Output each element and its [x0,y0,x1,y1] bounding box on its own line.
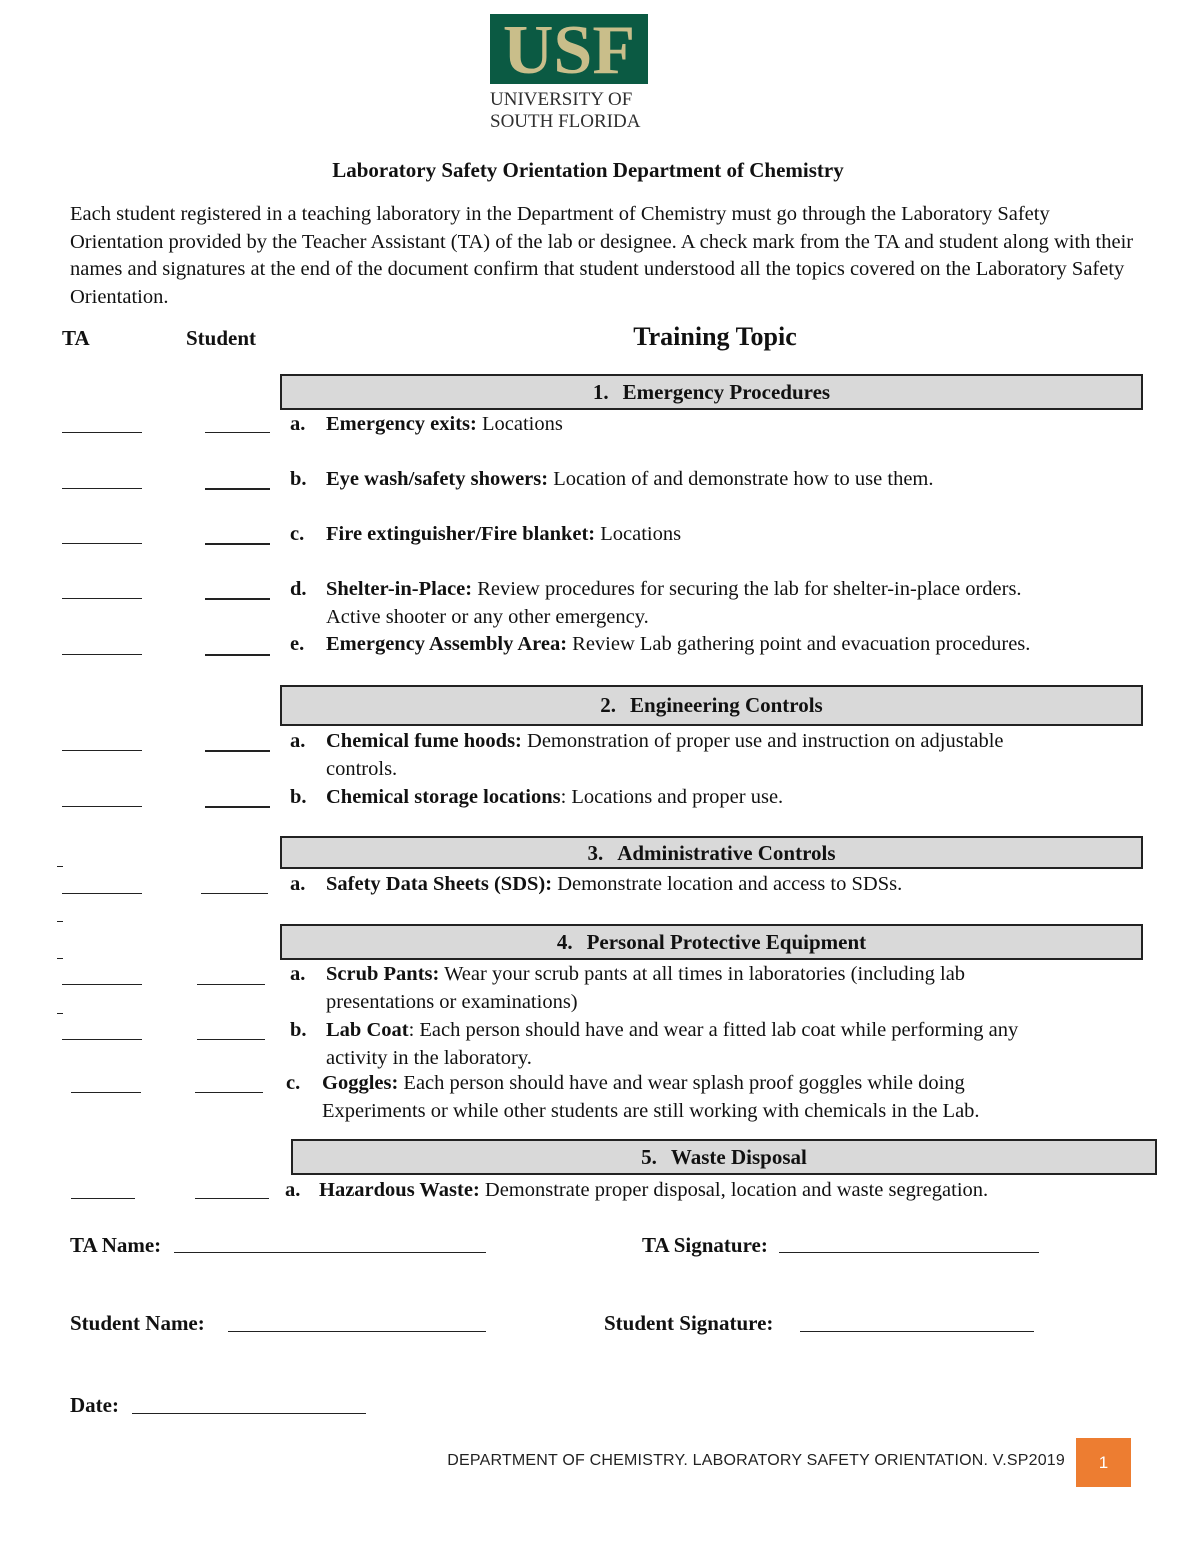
column-header-ta: TA [62,326,90,350]
item-label: Chemical storage locations [326,786,561,808]
item-text: Locations [595,523,682,545]
ta-checkbox-line[interactable] [62,654,142,655]
document-title: Laboratory Safety Orientation Department of Chemistry [332,158,844,182]
student-name-input-line[interactable] [228,1331,486,1332]
item-label: Chemical fume hoods: [326,730,522,752]
ta-name-input-line[interactable] [174,1252,486,1253]
section-title: Personal Protective Equipment [586,930,867,954]
item-text: : Locations and proper use. [560,786,784,808]
item-text: Location of and demonstrate how to use them. [548,468,934,490]
date-input-line[interactable] [132,1413,366,1414]
section-header-waste-disposal [291,1139,1157,1175]
intro-paragraph: Each student registered in a teaching laboratory in the Department of Chemistry must go through the Laboratory Safety Orientation provided by the Teacher Assistant (TA) of the lab or designee. A check mark from the TA and student along with their names and signatures at the end of the document confirm that student understood all the topics covered on the Laboratory Safety Orientation. [70,203,1134,308]
ta-checkbox-line[interactable] [62,543,142,544]
item-label: Fire extinguisher/Fire blanket: [326,523,596,545]
section-title: Emergency Procedures [622,380,831,404]
ta-signature-field [642,1233,768,1258]
stray-mark [57,958,63,959]
section-title: Engineering Controls [630,693,823,717]
item-letter: b. [290,786,307,808]
item-text-continued: activity in the laboratory. [326,1046,532,1069]
item-label: Emergency Assembly Area: [326,633,568,655]
usf-logo-mark: USF [502,12,636,89]
section-header-engineering-controls [280,685,1143,726]
usf-logo-line-1: UNIVERSITY OF [490,89,633,110]
section-number: 5. [641,1145,657,1169]
stray-mark [57,1013,63,1014]
item-text: Demonstrate proper disposal, location and waste segregation. [479,1179,989,1201]
student-checkbox-line[interactable] [201,893,268,894]
ta-checkbox-line[interactable] [62,984,142,985]
item-text: Locations [476,413,563,435]
student-checkbox-line[interactable] [205,654,270,656]
student-checkbox-line[interactable] [197,1039,265,1040]
student-checkbox-line[interactable] [197,984,265,985]
training-item [290,961,1150,1017]
column-header-training-topic: Training Topic [633,322,797,351]
section-header-personal-protective-equipment [280,924,1143,960]
item-letter: a. [290,413,306,435]
training-item [290,576,1160,632]
item-text-continued: presentations or examinations) [326,990,578,1013]
ta-checkbox-line[interactable] [62,893,142,894]
item-label: Hazardous Waste: [319,1179,480,1201]
student-checkbox-line[interactable] [205,806,270,808]
student-checkbox-line[interactable] [195,1092,263,1093]
item-label: Safety Data Sheets (SDS): [326,873,553,895]
item-letter: c. [290,523,305,545]
item-text-continued: controls. [326,757,398,780]
item-letter: a. [290,873,306,895]
student-signature-label: Student Signature: [604,1311,774,1335]
ta-name-label: TA Name: [70,1233,162,1257]
ta-checkbox-line[interactable] [62,750,142,751]
item-letter: b. [290,1019,307,1041]
item-label: Lab Coat [326,1019,409,1041]
student-name-field [70,1311,205,1336]
usf-logo-line-2: SOUTH FLORIDA [490,111,641,132]
date-label: Date: [70,1393,119,1417]
student-signature-field [604,1311,773,1336]
item-letter: a. [290,730,306,752]
item-text: Demonstrate location and access to SDSs. [552,873,903,895]
item-label: Eye wash/safety showers: [326,468,549,490]
student-checkbox-line[interactable] [205,543,270,545]
ta-signature-input-line[interactable] [779,1252,1039,1253]
item-text: Review procedures for securing the lab for shelter-in-place orders. [472,578,1022,600]
item-text-continued: Active shooter or any other emergency. [326,605,649,628]
section-header-emergency-procedures [280,374,1143,410]
section-number: 4. [556,930,573,954]
ta-checkbox-line[interactable] [62,1039,142,1040]
ta-checkbox-line[interactable] [62,488,142,489]
ta-checkbox-line[interactable] [62,806,142,807]
item-letter: a. [285,1179,301,1201]
training-item [286,1070,1146,1126]
item-letter: c. [286,1072,301,1094]
item-letter: d. [290,578,307,600]
item-text: Demonstration of proper use and instruction on adjustable [521,730,1004,752]
training-item [290,1017,1160,1073]
item-letter: b. [290,468,307,490]
footer-text: DEPARTMENT OF CHEMISTRY. LABORATORY SAFETY ORIENTATION. V.SP2019 [447,1452,1065,1469]
item-text: Each person should have and wear splash proof goggles while doing [398,1072,965,1094]
item-text: Wear your scrub pants at all times in laboratories (including lab [439,963,966,985]
item-text-continued: Experiments or while other students are still working with chemicals in the Lab. [322,1099,980,1122]
ta-signature-label: TA Signature: [642,1233,768,1257]
student-checkbox-line[interactable] [205,488,270,490]
section-header-administrative-controls [280,836,1143,869]
item-label: Goggles: [322,1072,399,1094]
section-number: 2. [600,693,617,717]
item-label: Shelter-in-Place: [326,578,473,600]
ta-checkbox-line[interactable] [71,1092,141,1093]
ta-name-field [70,1233,161,1258]
student-signature-input-line[interactable] [800,1331,1034,1332]
item-letter: e. [290,633,305,655]
student-checkbox-line[interactable] [205,750,270,752]
student-checkbox-line[interactable] [205,598,270,600]
student-name-label: Student Name: [70,1311,205,1335]
item-text: : Each person should have and wear a fitted lab coat while performing any [408,1019,1019,1041]
student-checkbox-line[interactable] [205,432,270,433]
date-field [70,1393,119,1418]
page-number-badge: 1 [1076,1438,1131,1487]
ta-checkbox-line[interactable] [62,432,142,433]
item-label: Emergency exits: [326,413,477,435]
item-label: Scrub Pants: [326,963,440,985]
student-checkbox-line[interactable] [195,1198,269,1199]
training-item [290,728,1150,784]
section-number: 1. [592,380,609,404]
column-header-student: Student [186,326,257,350]
section-number: 3. [587,841,604,865]
section-title: Administrative Controls [617,841,836,865]
item-letter: a. [290,963,306,985]
stray-mark [57,866,63,867]
section-title: Waste Disposal [670,1145,807,1169]
stray-mark [57,921,63,922]
ta-checkbox-line[interactable] [62,598,142,599]
ta-checkbox-line[interactable] [71,1198,135,1199]
item-text: Review Lab gathering point and evacuation procedures. [567,633,1031,655]
